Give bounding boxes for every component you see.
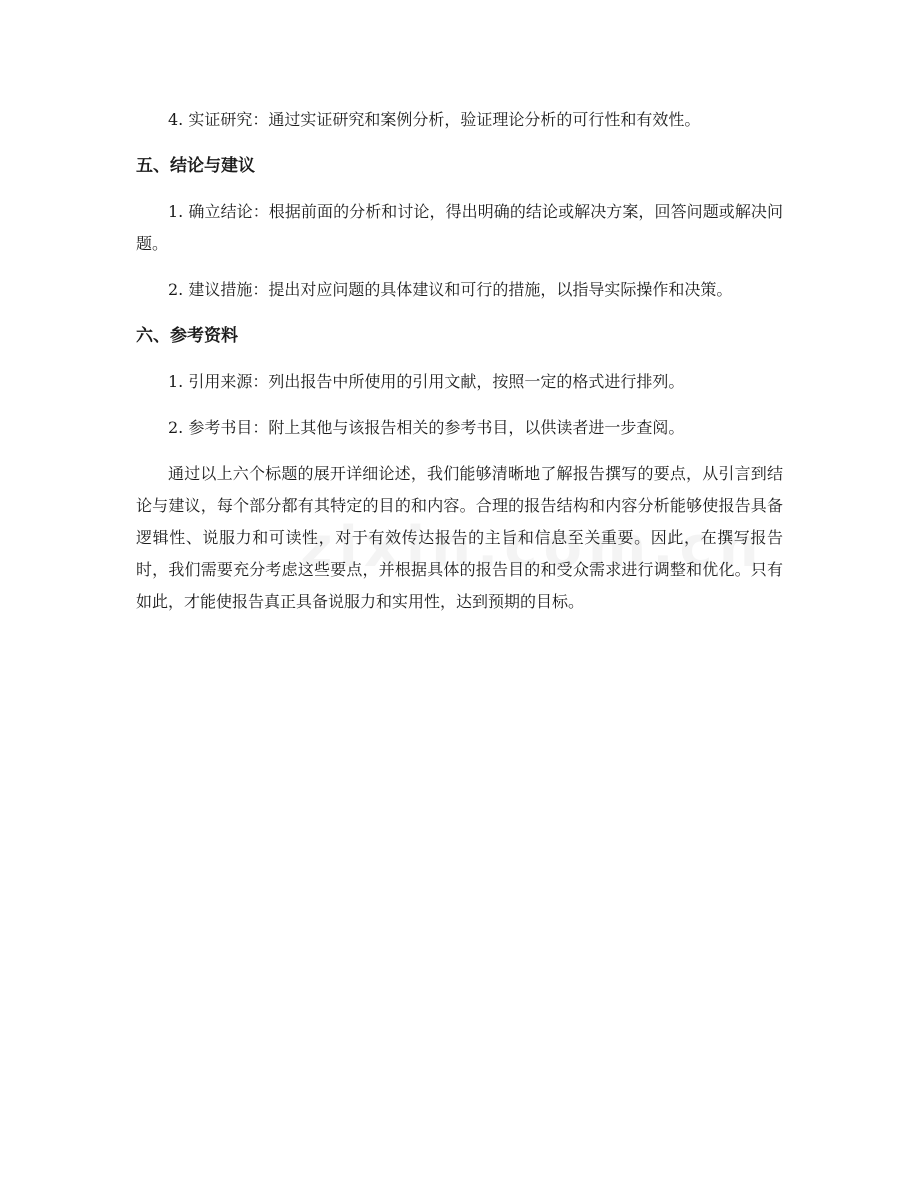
- section-heading-conclusion: 五、结论与建议: [136, 156, 255, 176]
- section-heading-references: 六、参考资料: [136, 326, 238, 346]
- paragraph-empirical-research: 4. 实证研究：通过实证研究和案例分析，验证理论分析的可行性和有效性。: [168, 110, 701, 129]
- document-body: [136, 104, 783, 618]
- paragraph-summary: 通过以上六个标题的展开详细论述，我们能够清晰地了解报告撰写的要点，从引言到结论与建议，每个部分都有其特定的目的和内容。合理的报告结构和内容分析能够使报告具备逻辑性、说服力和可读性，对于有效传达报告的主旨和信息至关重要。因此，在撰写报告时，我们需要充分考虑这些要点，并根据具体的报告目的和受众需求进行调整和优化。只有如此，才能使报告真正具备说服力和实用性，达到预期的目标。: [136, 464, 783, 611]
- paragraph-citation-sources: 1. 引用来源：列出报告中所使用的引用文献，按照一定的格式进行排列。: [168, 372, 685, 391]
- paragraph-establish-conclusion: 1. 确立结论：根据前面的分析和讨论，得出明确的结论或解决方案，回答问题或解决问题。: [136, 202, 783, 253]
- paragraph-reference-books: 2. 参考书目：附上其他与该报告相关的参考书目，以供读者进一步查阅。: [168, 418, 685, 437]
- paragraph-suggestions: 2. 建议措施：提出对应问题的具体建议和可行的措施，以指导实际操作和决策。: [168, 280, 733, 299]
